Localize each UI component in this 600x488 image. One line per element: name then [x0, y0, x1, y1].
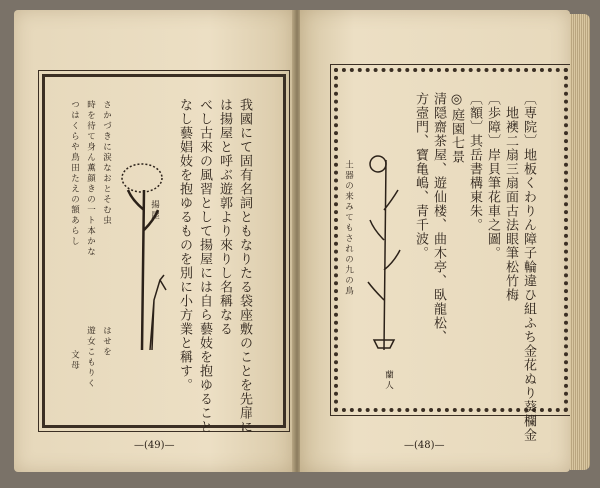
tree-and-deer-illustration — [114, 150, 174, 350]
right-text-line-7: 方壼門、寶亀嶋、青千波。 — [413, 92, 428, 260]
page-edges — [570, 14, 590, 470]
page-number-left: —(49)— — [134, 440, 175, 451]
right-caption-author: 蘭人 — [383, 370, 394, 391]
right-text-line-1: 〔専院〕地板くわりん障子輪違ひ組ふち金花ぬり葵欄金 — [521, 92, 536, 442]
left-text-line-3: べし古來の風習として揚屋には自ら藝妓を抱ゆること — [197, 98, 212, 434]
grass-and-moon-illustration — [364, 150, 404, 350]
left-text-line-4: なし藝娼妓を抱ゆるものを別に小方業と稱す。 — [177, 98, 192, 392]
illustration-caption: 揚屋 — [149, 200, 160, 221]
right-text-line-5: ◎庭園七景 — [449, 92, 464, 164]
poem-line-1: さかづきに涙なおとそむ虫 — [101, 100, 112, 226]
right-illustration-caption: 土器の来みてもされの九の鳥 — [343, 160, 354, 297]
poem-author-1: はせを — [101, 326, 112, 358]
left-text-line-1: 我國にて固有名詞ともなりたる袋座敷のことを先扉に — [237, 98, 252, 434]
left-page — [14, 10, 294, 472]
poem-author-2: 遊女こもりく — [85, 326, 96, 389]
left-text-line-2: は揚屋と呼ぶ遊郭より來りし名稱なる — [217, 98, 232, 336]
right-text-line-6: 清隠齋茶屋、遊仙楼、曲木亭、臥龍松、 — [431, 92, 446, 344]
right-text-line-3: 〔歩障〕岸貝筆花車之圖。 — [485, 92, 500, 260]
right-text-line-2: 地襖二扇三扇面古法眼筆松竹梅 — [503, 106, 518, 302]
poem-line-3: つはくらや鳥田たえの額あらし — [69, 100, 80, 247]
poem-line-2: 時を待て身ん薫顔きの一ト本かな — [85, 100, 96, 258]
open-book — [14, 10, 590, 480]
right-text-line-4: 〔額〕其岳書構東朱。 — [467, 92, 482, 232]
page-number-right: —(48)— — [404, 440, 445, 451]
right-page — [300, 10, 570, 472]
poem-author-3: 文母 — [69, 350, 80, 371]
